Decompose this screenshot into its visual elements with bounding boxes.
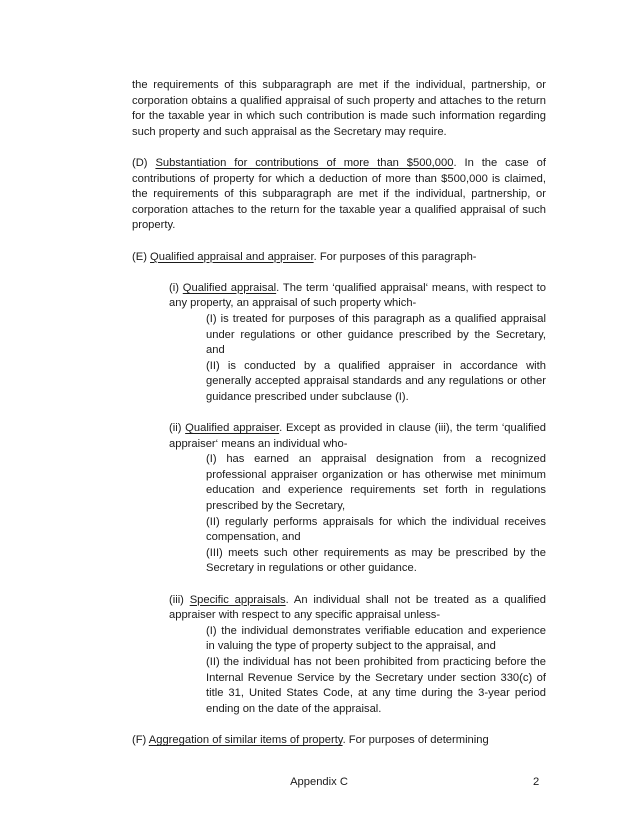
paragraph-e-prefix: (E) bbox=[132, 250, 151, 263]
clause-iii-subclause-I: (I) the individual demonstrates verifiable education and experience in valuing the type of property subject to the appraisal, and bbox=[206, 624, 546, 653]
clause-i-lead bbox=[169, 281, 546, 312]
clause-i bbox=[169, 281, 546, 406]
clause-ii-text: . Except as provided in clause (iii), the term ‘qualified appraiser‘ means an individual who- bbox=[169, 422, 546, 450]
clause-iii-lead bbox=[169, 593, 546, 624]
paragraph-e-text: . For purposes of this paragraph- bbox=[313, 250, 477, 263]
page-number: 2 bbox=[533, 776, 540, 788]
clause-ii-subclause-II: (II) regularly performs appraisals for which the individual receives compensation, and bbox=[206, 515, 546, 544]
paragraph-e-heading: Qualified appraisal and appraiser bbox=[150, 250, 314, 263]
clause-i-text: . The term ‘qualified appraisal‘ means, with respect to any property, an appraisal of such property which- bbox=[169, 281, 546, 310]
clause-i-subclause-II: (II) is conducted by a qualified appraiser in accordance with generally accepted appraisal standards and any regulations or other guidance prescribed under subclause (I). bbox=[206, 359, 546, 403]
clause-iii-heading: Specific appraisals bbox=[189, 593, 286, 606]
clause-ii-subclause-III: (III) meets such other requirements as may be prescribed by the Secretary in regulations or other guidance. bbox=[206, 546, 546, 575]
clause-iii-text: . An individual shall not be treated as a qualified appraiser with respect to any specific appraisal unless- bbox=[169, 593, 546, 622]
clause-ii-prefix: (ii) bbox=[169, 422, 186, 435]
clause-i-subclauses bbox=[206, 312, 546, 406]
clause-iii-subclause-II: (II) the individual has not been prohibited from practicing before the Internal Revenue Service by the Secretary under section 330(c) of title 31, United States Code, at any time during the 3-year period ending on the date of the appraisal. bbox=[206, 655, 546, 715]
clause-ii-subclause-I: (I) has earned an appraisal designation from a recognized professional appraiser organization or has otherwise met minimum education and experience requirements set forth in regulations prescribed by the Secretary, bbox=[206, 453, 546, 513]
clause-ii-lead bbox=[169, 421, 546, 452]
footer-label: Appendix C bbox=[290, 776, 348, 788]
paragraph-d bbox=[132, 156, 546, 234]
paragraph-f-text: . For purposes of determining bbox=[342, 733, 489, 746]
clause-iii-prefix: (iii) bbox=[169, 593, 190, 606]
paragraph-f-prefix: (F) bbox=[132, 733, 149, 746]
paragraph-f-heading: Aggregation of similar items of property bbox=[148, 733, 343, 746]
intro-paragraph: the requirements of this subparagraph are met if the individual, partnership, or corporation obtains a qualified appraisal of such property and attaches to the return for the taxable year in which such contribution is made such information regarding such property and such appraisal as the Secretary may require. bbox=[132, 79, 546, 138]
document-body bbox=[132, 78, 546, 764]
paragraph-d-heading: Substantiation for contributions of more than $500,000 bbox=[155, 156, 454, 169]
paragraph-d-prefix: (D) bbox=[132, 156, 156, 169]
clause-i-prefix: (i) bbox=[169, 281, 183, 294]
clause-i-heading: Qualified appraisal bbox=[182, 281, 277, 294]
paragraph-e bbox=[132, 250, 546, 266]
paragraph-f bbox=[132, 733, 546, 749]
clause-ii bbox=[169, 421, 546, 577]
clause-ii-subclauses bbox=[206, 452, 546, 577]
clause-ii-heading: Qualified appraiser bbox=[185, 422, 280, 435]
clause-iii-subclauses bbox=[206, 624, 546, 718]
clause-i-subclause-I: (I) is treated for purposes of this paragraph as a qualified appraisal under regulations or other guidance prescribed by the Secretary, and bbox=[206, 312, 546, 357]
clause-iii bbox=[169, 593, 546, 718]
paragraph-d-text: . In the case of contributions of property for which a deduction of more than $500,000 is claimed, the requirements of this subparagraph are met if the individual, partnership, or corporation attaches to the return for the taxable year a qualified appraisal of such property. bbox=[132, 156, 547, 232]
